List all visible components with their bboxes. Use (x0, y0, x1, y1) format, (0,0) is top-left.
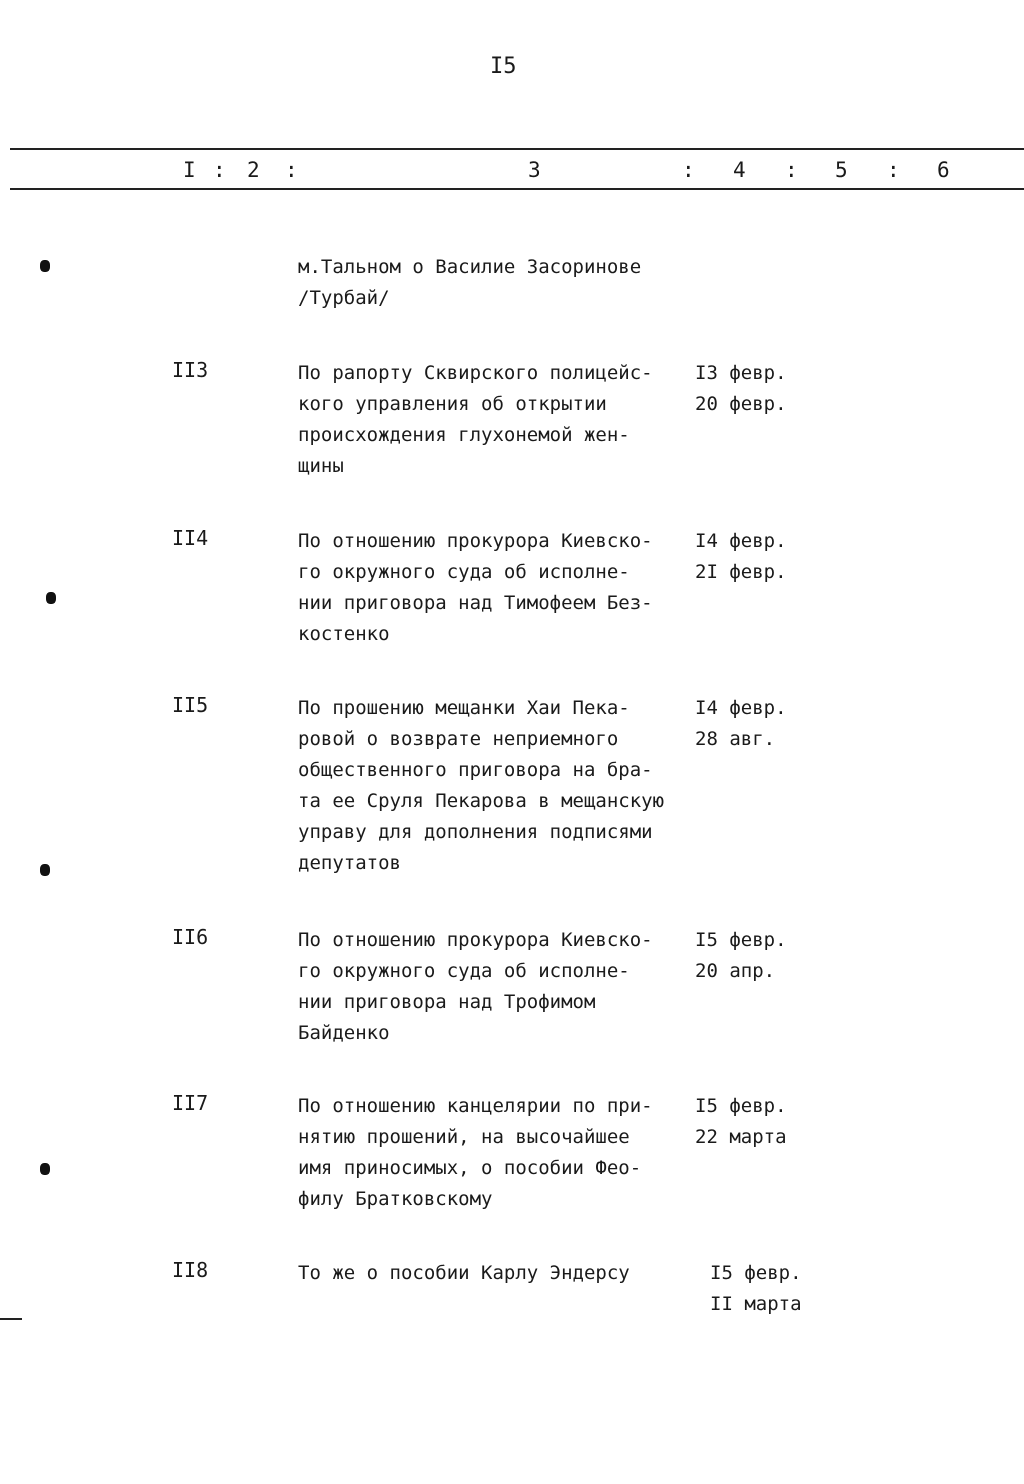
column-5-header: 5 (835, 158, 848, 182)
entry-dates: I5 февр. 22 марта (695, 1095, 787, 1148)
binding-hole-mark (46, 592, 56, 604)
page-number: I5 (490, 54, 517, 79)
column-separator: : (285, 158, 298, 182)
entry-number: II3 (172, 358, 209, 382)
header-rule-bottom (10, 188, 1024, 190)
column-1-header: I (183, 158, 196, 182)
entry-description: По отношению прокурора Киевско- го окружного суда об исполне- нии приговора над Тимофеем Без- костенко (298, 530, 653, 645)
column-6-header: 6 (937, 158, 950, 182)
entry-dates: I4 февр. 28 авг. (695, 697, 787, 750)
entry-number: II7 (172, 1091, 209, 1115)
column-separator: : (785, 158, 798, 182)
entry-dates: I5 февр. II марта (710, 1262, 802, 1315)
margin-dash (0, 1318, 22, 1320)
entry-number: II8 (172, 1258, 209, 1282)
entry-number: II5 (172, 693, 209, 717)
column-separator: : (887, 158, 900, 182)
entry-description: То же о пособии Карлу Эндерсу (298, 1262, 630, 1284)
column-3-header: 3 (528, 158, 541, 182)
entry-dates: I5 февр. 20 апр. (695, 929, 787, 982)
entry-number: II6 (172, 925, 209, 949)
entry-description: м.Тальном о Василие Засоринове /Турбай/ (298, 256, 642, 309)
binding-hole-mark (40, 1163, 50, 1175)
entry-description: По отношению канцелярии по при- нятию прошений, на высочайшее имя приносимых, о пособии Фео- филу Братковскому (298, 1095, 653, 1210)
entry-description: По рапорту Сквирского полицейс- кого управления об открытии происхождения глухонемой жен- щины (298, 362, 653, 477)
entry-description: По прошению мещанки Хаи Пека- ровой о возврате неприемного общественного приговора на бра- та ее Сруля Пекарова в мещанскую управу для дополнения подписями депутатов (298, 697, 665, 874)
binding-hole-mark (40, 260, 50, 272)
entry-number: II4 (172, 526, 209, 550)
column-2-header: 2 (247, 158, 260, 182)
column-separator: : (213, 158, 226, 182)
binding-hole-mark (40, 864, 50, 876)
column-separator: : (682, 158, 695, 182)
entry-description: По отношению прокурора Киевско- го окружного суда об исполне- нии приговора над Трофимом Байденко (298, 929, 653, 1044)
entry-dates: I3 февр. 20 февр. (695, 362, 787, 415)
entry-dates: I4 февр. 2I февр. (695, 530, 787, 583)
column-4-header: 4 (733, 158, 746, 182)
header-rule-top (10, 148, 1024, 150)
